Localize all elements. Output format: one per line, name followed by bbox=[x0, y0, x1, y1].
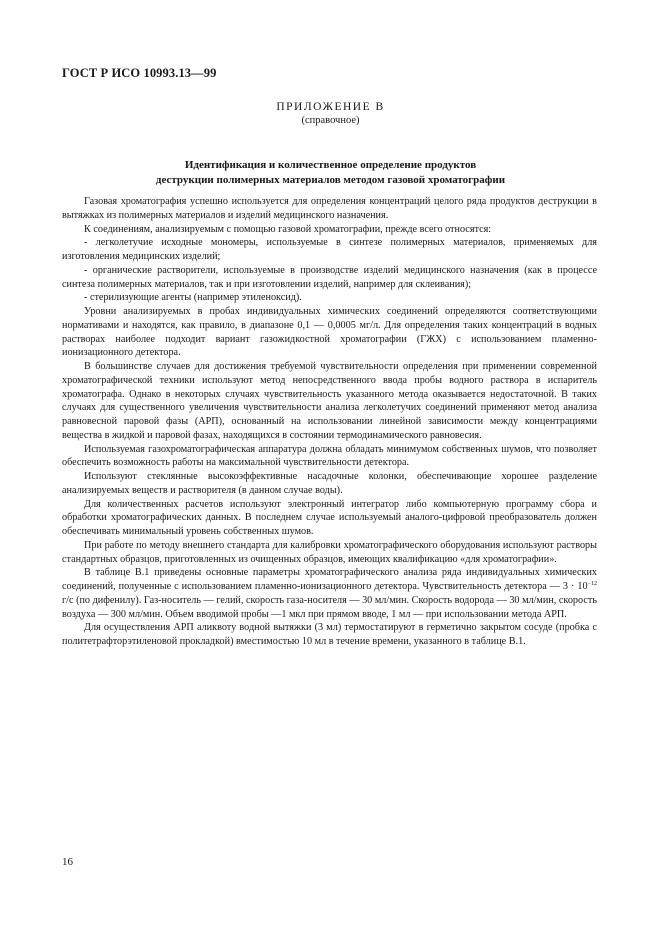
heading-line-2: деструкции полимерных материалов методом газовой хроматографии bbox=[155, 174, 506, 186]
section-heading bbox=[60, 158, 601, 188]
appendix-block bbox=[0, 100, 661, 128]
standard-header: ГОСТ Р ИСО 10993.13—99 bbox=[62, 66, 217, 80]
appendix-title: ПРИЛОЖЕНИЕ В bbox=[276, 101, 385, 113]
heading-line-1: Идентификация и количественное определение продуктов bbox=[184, 159, 477, 171]
exponent: −12 bbox=[587, 581, 597, 587]
list-item: - легколетучие исходные мономеры, используемые в синтезе полимерных материалов, применяемых для изготовления медицинских изделий; bbox=[62, 237, 597, 262]
appendix-subtitle: (справочное) bbox=[301, 115, 360, 126]
paragraph bbox=[62, 566, 597, 621]
paragraph: Уровни анализируемых в пробах индивидуальных химических соединений определяются соответствующими нормативами и находятся, как правило, в диапазоне 0,1 — 0,0005 мг/л. Для определения таких концентраций в водных растворах наиболее подходит вариант газожидкостной хроматографии (ГЖХ) с использованием пламенно-ионизационного детектора. bbox=[62, 306, 597, 359]
body-text bbox=[62, 195, 597, 649]
paragraph: Для осуществления АРП аликвоту водной вытяжки (3 мл) термостатируют в герметично закрытом сосуде (пробка с политетрафторэтиленовой прокладкой) вместимостью 10 мл в течение времени, указанного в таблице В.1. bbox=[62, 622, 597, 647]
list-item: - стерилизующие агенты (например этиленоксид). bbox=[84, 292, 302, 304]
paragraph: К соединениям, анализируемым с помощью газовой хроматографии, прежде всего относятся: bbox=[84, 223, 492, 235]
paragraph: Газовая хроматография успешно используется для определения концентраций целого ряда продуктов деструкции в вытяжках из полимерных материалов и изделий медицинского назначения. bbox=[62, 196, 597, 221]
page-number: 16 bbox=[62, 856, 73, 868]
paragraph: Используют стеклянные высокоэффективные насадочные колонки, обеспечивающие хорошее разделение анализируемых веществ и растворителя (в данном случае воды). bbox=[62, 471, 597, 496]
paragraph: При работе по методу внешнего стандарта для калибровки хроматографического оборудования используют растворы стандартных образцов, приготовленных из очищенных образцов, имеющих квалификацию «для хроматографии». bbox=[62, 539, 597, 565]
paragraph-part: г/с (по дифенилу). Газ-носитель — гелий, скорость газа-носителя — 30 мл/мин. Скорость водорода — 30 мл/мин, скорость воздуха — 300 мл/мин. Объем вводимой пробы —1 мкл при прямом вводе, 1 мл — при использовании метода АРП. bbox=[62, 594, 597, 620]
paragraph-part: В таблице В.1 приведены основные параметры хроматографического анализа ряда индивидуальных химических соединений, полученные с использованием пламенно-ионизационного детектора. Чувствительность детектора — 3 · 10 bbox=[62, 567, 597, 592]
list-item: - органические растворители, используемые в производстве изделий медицинского назначения (как в процессе синтеза полимерных материалов, так и при изготовлении изделий, например для склеивания); bbox=[62, 264, 597, 290]
paragraph: Используемая газохроматографическая аппаратура должна обладать минимумом собственных шумов, что позволяет обеспечить возможность работы на максимальной чувствительности детектора. bbox=[62, 443, 597, 469]
paragraph: В большинстве случаев для достижения требуемой чувствительности определения при применении современной хроматографической техники используют метод непосредственного ввода пробы водного раствора в испаритель хроматографа. Однако в некоторых случаях чувствительность указанного метода оказывается недостаточной. В таких случаях для существенного увеличения чувствительности анализа легколетучих соединений применяют метод анализа равновесной паровой фазы (АРП), основанный на использовании линейной зависимости между концентрациями вещества в жидкой и паровой фазах, находящихся в состоянии термодинамического равновесия. bbox=[62, 361, 597, 441]
paragraph: Для количественных расчетов используют электронный интегратор либо компьютерную программу сбора и обработки хроматографических данных. В последнем случае используемый аналого-цифровой преобразователь должен обеспечивать минимальный уровень собственных шумов. bbox=[62, 498, 597, 537]
